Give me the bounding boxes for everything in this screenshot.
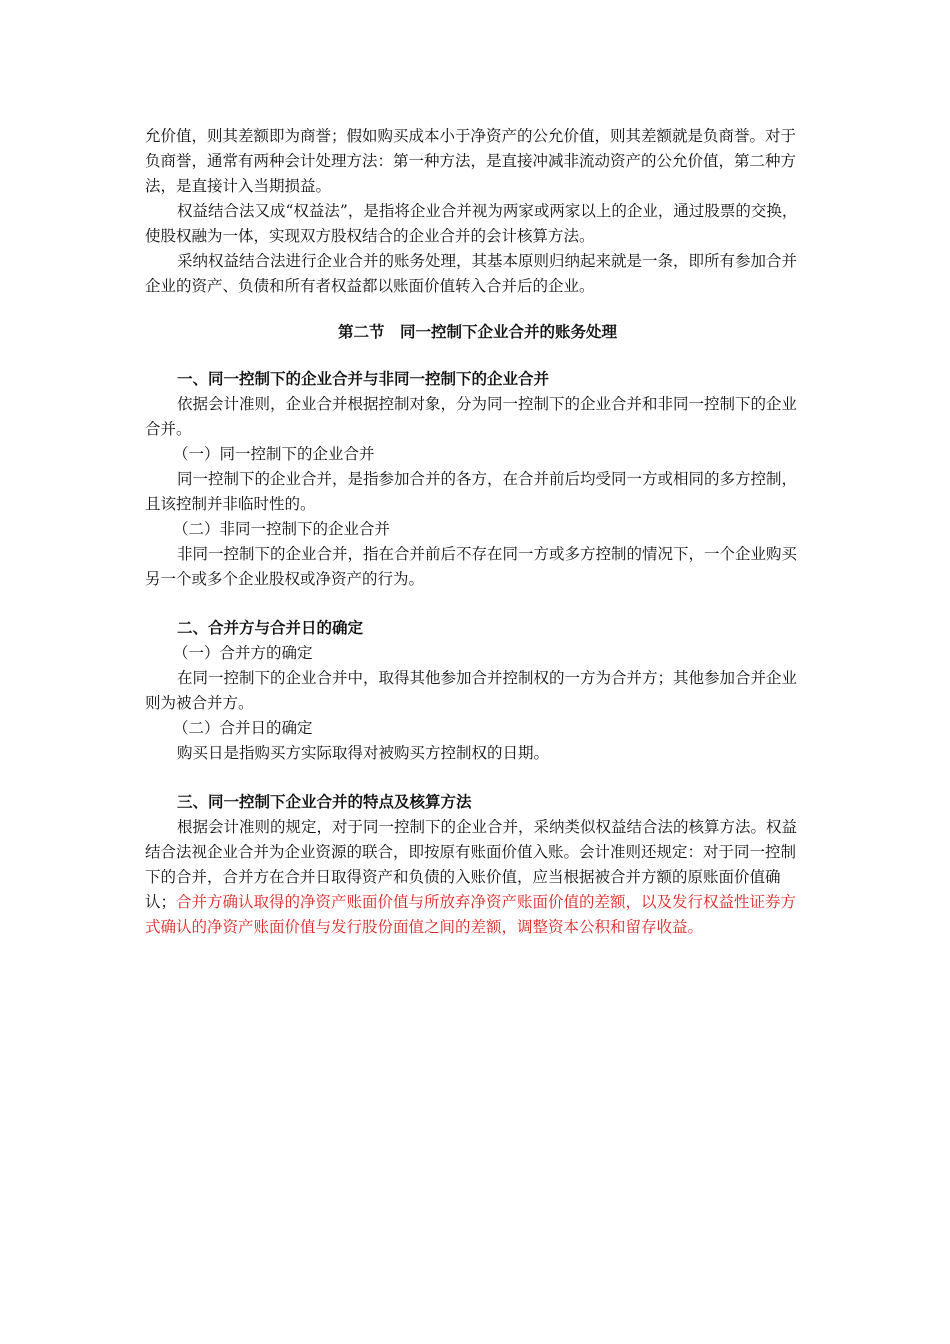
intro-paragraph-1: 允价值，则其差额即为商誉；假如购买成本小于净资产的公允价值，则其差额就是负商誉。对于负商誉，通常有两种会计处理方法：第一种方法，是直接冲减非流动资产的公允价值，第二种方法，是直接计入当期损益。 xyxy=(145,127,797,195)
part1-heading: 一、同一控制下的企业合并与非同一控制下的企业合并 xyxy=(177,370,550,388)
part3-paragraph xyxy=(145,815,810,940)
part2-paragraph-1: 在同一控制下的企业合并中，取得其他参加合并控制权的一方为合并方；其他参加合并企业则为被合并方。 xyxy=(145,669,798,712)
part1-paragraph-1: 依据会计准则，企业合并根据控制对象，分为同一控制下的企业合并和非同一控制下的企业合并。 xyxy=(145,395,798,438)
part1-paragraph-2: 同一控制下的企业合并，是指参加合并的各方，在合并前后均受同一方或相同的多方控制，且该控制并非临时性的。 xyxy=(145,470,798,513)
part2-heading: 二、合并方与合并日的确定 xyxy=(177,619,364,637)
part3-heading: 三、同一控制下企业合并的特点及核算方法 xyxy=(177,793,472,811)
part1-subheading-2: （二）非同一控制下的企业合并 xyxy=(173,520,391,538)
part1-paragraph-3: 非同一控制下的企业合并，指在合并前后不存在同一方或多方控制的情况下，一个企业购买另一个或多个企业股权或净资产的行为。 xyxy=(145,545,798,588)
intro-paragraph-3: 采纳权益结合法进行企业合并的账务处理，其基本原则归纳起来就是一条，即所有参加合并企业的资产、负债和所有者权益都以账面价值转入合并后的企业。 xyxy=(145,252,798,295)
spacer xyxy=(145,592,810,616)
part2-subheading-1: （一）合并方的确定 xyxy=(173,644,313,662)
document-body xyxy=(145,124,810,940)
part1-subheading-1: （一）同一控制下的企业合并 xyxy=(173,445,375,463)
part2-subheading-2: （二）合并日的确定 xyxy=(173,719,313,737)
part3-text-highlighted: 合并方确认取得的净资产账面价值与所放弃净资产账面价值的差额，以及发行权益性证券方式确认的净资产账面价值与发行股份面值之间的差额，调整资本公积和留存收益。 xyxy=(145,893,797,936)
spacer xyxy=(145,766,810,790)
part2-paragraph-2: 购买日是指购买方实际取得对被购买方控制权的日期。 xyxy=(177,744,550,762)
part3-text-regular: 根据会计准则的规定，对于同一控制下的企业合并，采纳类似权益结合法的核算方法。权益结合法视企业合并为企业资源的联合，即按原有账面价值入账。会计准则还规定：对于同一控制下的合并，合并方在合并日取得资产和负债的入账价值，应当根据被合并方额的原账面价值确认； xyxy=(145,818,798,911)
section-title: 第二节 同一控制下企业合并的账务处理 xyxy=(337,323,617,341)
intro-paragraph-2: 权益结合法又成“权益法”，是指将企业合并视为两家或两家以上的企业，通过股票的交换，使股权融为一体，实现双方股权结合的企业合并的会计核算方法。 xyxy=(145,202,798,245)
